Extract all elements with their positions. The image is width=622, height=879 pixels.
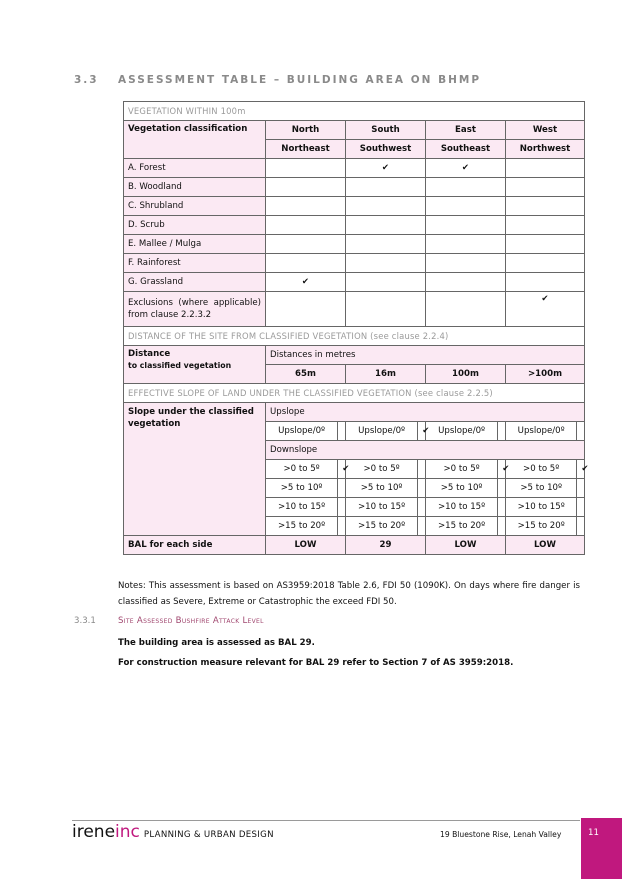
veg-row-label: D. Scrub <box>124 216 266 235</box>
footer-divider <box>72 820 580 821</box>
slope-option-label: >10 to 15º <box>506 498 577 516</box>
slope-cell <box>506 517 585 536</box>
distance-units: Distances in metres <box>266 346 585 365</box>
distance-value: 16m <box>346 365 426 384</box>
veg-row-label: A. Forest <box>124 159 266 178</box>
upslope-label: Upslope <box>266 403 585 422</box>
slope-cell <box>346 517 426 536</box>
slope-option-label: >10 to 15º <box>266 498 338 516</box>
slope-cell <box>506 479 585 498</box>
checkmark-cell <box>426 216 506 235</box>
checkmark-cell <box>346 235 426 254</box>
slope-check <box>498 422 505 440</box>
dir-top-2: East <box>426 121 506 140</box>
slope-check <box>498 517 505 535</box>
section-title: ASSESSMENT TABLE – BUILDING AREA ON BHMP <box>118 74 482 86</box>
slope-option-label: >10 to 15º <box>346 498 418 516</box>
slope-option-label: >0 to 5º <box>346 460 418 478</box>
slope-cell <box>266 479 346 498</box>
slope-label: Slope under the classified vegetation <box>124 403 266 536</box>
slope-option-label: >5 to 10º <box>266 479 338 497</box>
bal-value: LOW <box>266 536 346 555</box>
slope-check: ✔ <box>422 426 430 436</box>
dir-top-1: South <box>346 121 426 140</box>
checkmark-cell <box>266 197 346 216</box>
slope-check <box>418 479 425 497</box>
checkmark-cell <box>266 254 346 273</box>
slope-check <box>418 460 425 478</box>
subsection-title: Site Assessed Bushfire Attack Level <box>118 616 264 626</box>
slope-check <box>338 498 345 516</box>
checkmark-cell <box>266 292 346 327</box>
slope-check <box>498 479 505 497</box>
veg-row-label: G. Grassland <box>124 273 266 292</box>
slope-cell <box>346 479 426 498</box>
slope-heading: EFFECTIVE SLOPE OF LAND UNDER THE CLASSIFIED VEGETATION (see clause 2.2.5) <box>124 384 585 403</box>
slope-option-label: Upslope/0º <box>506 422 577 440</box>
veg-class-label: Vegetation classification <box>124 121 266 159</box>
dir-top-0: North <box>266 121 346 140</box>
distance-sublabel: to classified vegetation <box>128 361 232 370</box>
veg-row-label: E. Mallee / Mulga <box>124 235 266 254</box>
slope-check <box>577 517 584 535</box>
checkmark-cell <box>426 292 506 327</box>
slope-cell <box>506 422 585 441</box>
distance-label-cell <box>124 346 266 384</box>
checkmark-cell <box>346 178 426 197</box>
checkmark-cell <box>346 292 426 327</box>
checkmark-cell <box>506 197 585 216</box>
checkmark-cell <box>266 159 346 178</box>
section-number: 3.3 <box>74 74 99 86</box>
slope-option-label: >5 to 10º <box>506 479 577 497</box>
checkmark-cell <box>506 235 585 254</box>
slope-check <box>418 498 425 516</box>
dir-bottom-1: Southwest <box>346 140 426 159</box>
distance-value: 65m <box>266 365 346 384</box>
slope-cell <box>346 460 426 479</box>
checkmark-cell: ✔ <box>426 159 506 178</box>
slope-cell <box>426 422 506 441</box>
checkmark-cell: ✔ <box>506 292 585 327</box>
slope-cell <box>266 422 346 441</box>
slope-cell <box>346 498 426 517</box>
bal-value: LOW <box>426 536 506 555</box>
slope-check <box>338 479 345 497</box>
dir-bottom-0: Northeast <box>266 140 346 159</box>
checkmark-cell <box>426 254 506 273</box>
page-number: 11 <box>588 828 599 838</box>
slope-check <box>338 422 345 440</box>
checkmark-cell <box>506 216 585 235</box>
checkmark-cell <box>266 216 346 235</box>
paragraph-bal-result: The building area is assessed as BAL 29. <box>118 638 315 648</box>
slope-check <box>577 479 584 497</box>
slope-option-label: >15 to 20º <box>506 517 577 535</box>
slope-check <box>498 498 505 516</box>
page-number-box <box>581 818 622 879</box>
veg-heading: VEGETATION WITHIN 100m <box>124 102 585 121</box>
slope-option-label: >15 to 20º <box>266 517 338 535</box>
distance-heading: DISTANCE OF THE SITE FROM CLASSIFIED VEGETATION (see clause 2.2.4) <box>124 327 585 346</box>
checkmark-cell <box>426 235 506 254</box>
slope-check <box>418 517 425 535</box>
slope-option-label: >15 to 20º <box>346 517 418 535</box>
logo-text-irene: irene <box>72 822 116 842</box>
checkmark-cell <box>506 273 585 292</box>
slope-check <box>577 422 584 440</box>
subsection-heading <box>74 616 264 626</box>
dir-bottom-2: Southeast <box>426 140 506 159</box>
checkmark-cell <box>266 178 346 197</box>
dir-bottom-3: Northwest <box>506 140 585 159</box>
slope-option-label: Upslope/0º <box>266 422 338 440</box>
checkmark-cell <box>426 178 506 197</box>
veg-row-label: C. Shrubland <box>124 197 266 216</box>
veg-row-label: B. Woodland <box>124 178 266 197</box>
slope-cell <box>266 460 350 479</box>
distance-value: 100m <box>426 365 506 384</box>
slope-option-label: >5 to 10º <box>426 479 498 497</box>
slope-check: ✔ <box>581 464 589 474</box>
slope-cell <box>426 460 510 479</box>
notes: Notes: This assessment is based on AS3959:2018 Table 2.6, FDI 50 (1090K). On days where fire danger is classified as Severe, Extreme or Catastrophic the exceed FDI 50. <box>118 581 580 607</box>
dir-top-3: West <box>506 121 585 140</box>
slope-option-label: >0 to 5º <box>426 460 498 478</box>
slope-cell <box>506 460 589 479</box>
exclusions-label: Exclusions (where applicable) from clause 2.2.3.2 <box>124 292 266 327</box>
paragraph-construction: For construction measure relevant for BAL 29 refer to Section 7 of AS 3959:2018. <box>118 658 514 668</box>
logo-tagline: PLANNING & URBAN DESIGN <box>143 830 274 840</box>
distance-label: Distance <box>128 349 171 359</box>
slope-cell <box>426 517 506 536</box>
slope-cell <box>426 479 506 498</box>
slope-option-label: >0 to 5º <box>506 460 577 478</box>
logo-text-inc: inc <box>115 822 140 842</box>
slope-cell <box>266 498 346 517</box>
checkmark-cell: ✔ <box>266 273 346 292</box>
subsection-number: 3.3.1 <box>74 616 96 626</box>
checkmark-cell <box>506 178 585 197</box>
checkmark-cell <box>506 254 585 273</box>
slope-cell <box>346 422 430 441</box>
veg-row-label: F. Rainforest <box>124 254 266 273</box>
slope-cell <box>426 498 506 517</box>
company-logo <box>72 822 274 842</box>
slope-option-label: >5 to 10º <box>346 479 418 497</box>
checkmark-cell <box>346 197 426 216</box>
checkmark-cell <box>266 235 346 254</box>
checkmark-cell <box>346 254 426 273</box>
slope-cell <box>266 517 346 536</box>
slope-option-label: Upslope/0º <box>346 422 418 440</box>
bal-label: BAL for each side <box>124 536 266 555</box>
checkmark-cell <box>346 273 426 292</box>
checkmark-cell: ✔ <box>346 159 426 178</box>
checkmark-cell <box>426 197 506 216</box>
slope-option-label: >0 to 5º <box>266 460 338 478</box>
slope-option-label: >15 to 20º <box>426 517 498 535</box>
downslope-label: Downslope <box>266 441 585 460</box>
slope-option-label: Upslope/0º <box>426 422 498 440</box>
section-heading <box>74 74 481 86</box>
bal-value: LOW <box>506 536 585 555</box>
slope-check: ✔ <box>502 464 510 474</box>
slope-check <box>577 498 584 516</box>
bal-value: 29 <box>346 536 426 555</box>
checkmark-cell <box>346 216 426 235</box>
slope-check <box>338 517 345 535</box>
slope-cell <box>506 498 585 517</box>
checkmark-cell <box>426 273 506 292</box>
assessment-table <box>123 101 589 555</box>
checkmark-cell <box>506 159 585 178</box>
slope-check: ✔ <box>342 464 350 474</box>
footer-address: 19 Bluestone Rise, Lenah Valley <box>440 830 562 839</box>
distance-value: >100m <box>506 365 585 384</box>
slope-option-label: >10 to 15º <box>426 498 498 516</box>
